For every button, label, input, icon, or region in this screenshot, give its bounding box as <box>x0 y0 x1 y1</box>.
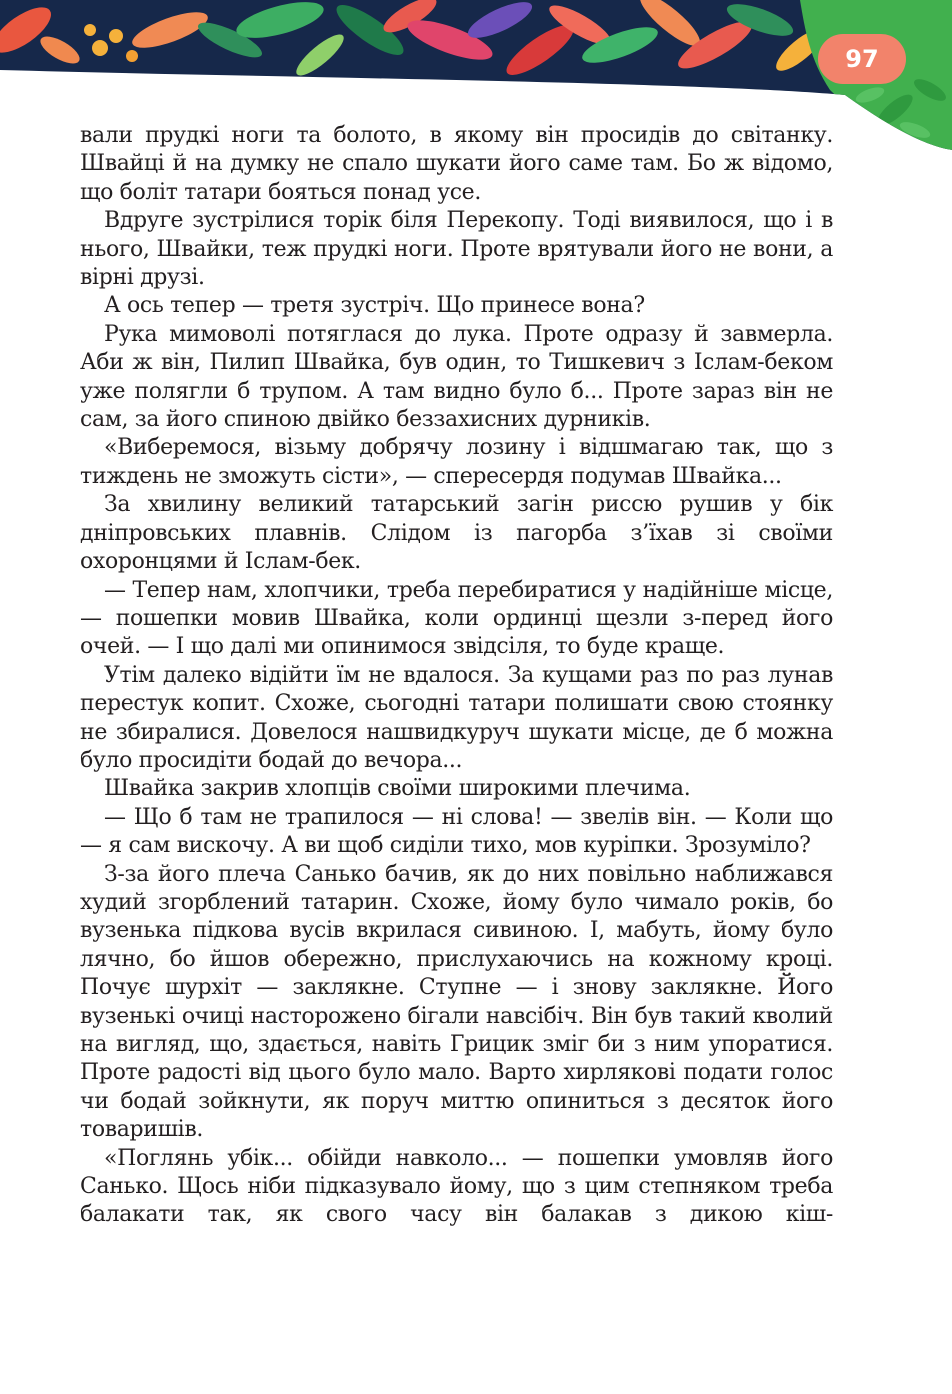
paragraph: «Виберемося, візьму добрячу лозину і відшмагаю так, що з тиждень не зможуть сісти», — спересердя подумав Швайка... <box>80 435 833 489</box>
paragraph: вали прудкі ноги та болото, в якому він просидів до світанку. Швайці й на думку не спало шукати його саме там. Бо ж відомо, що боліт татари бояться понад усе. <box>80 123 833 205</box>
paragraph: За хвилину великий татарський загін риссю рушив у бік дніпровських плавнів. Слідом із пагорба з’їхав зі своїми охоронцями й Іслам-бек. <box>80 492 833 575</box>
paragraph: А ось тепер — третя зустріч. Що принесе вона? <box>104 293 645 319</box>
paragraph: — Тепер нам, хлопчики, треба перебиратися у надійніше місце, — пошепки мовив Швайка, коли ординці щезли з-перед його очей. — І що далі ми опинимося звідсіля, то буде краще. <box>80 577 833 660</box>
paragraph: З-за його плеча Санько бачив, як до них повільно наближався худий згорблений татарин. Схоже, йому було чимало років, бо вузенька підкова вусів вкрилася сивиною. І, мабуть, йому було лячно, бо йшов обережно, прислухаючись на кожному кроці. Почує шурхіт — заклякне. Ступне — і знову заклякне. Його вузенькі очиці насторожено бігали навсібіч. Він був такий кволий на вигляд, що, здається, навіть Грицик зміг би з ним упоратися. Проте радості від цього було мало. Варто хирлякові подати голос чи бодай зойкнути, як поруч миттю опиниться з десяток його товаришів. <box>80 861 833 1143</box>
paragraph: Швайка закрив хлопців своїми широкими плечима. <box>104 776 691 802</box>
paragraph: — Що б там не трапилося — ні слова! — звелів він. — Коли що — я сам вискочу. А ви щоб сиділи тихо, мов куріпки. Зрозуміло? <box>80 804 833 859</box>
paragraph: Утім далеко відійти їм не вдалося. За кущами раз по раз лунав перестук копит. Схоже, сьогодні татари полишати свою стоянку не збиралися. Довелося нашвидкуруч шукати місце, де б можна було просидіти бодай до вечора... <box>80 662 833 773</box>
paragraph: Вдруге зустрілися торік біля Перекопу. Тоді виявилося, що і в нього, Швайки, теж прудкі ноги. Проте врятували його не вони, а вірні друзі. <box>80 208 833 291</box>
page-number: 97 <box>818 34 906 84</box>
paragraph: Рука мимоволі потяглася до лука. Проте одразу й завмерла. Аби ж він, Пилип Швайка, був один, то Тишкевич з Іслам-беком уже полягли б трупом. А там видно було б... Проте зараз він не сам, за його спиною двійко беззахисних дурників. <box>80 321 833 433</box>
story-text <box>80 122 833 1230</box>
paragraph: «Поглянь убік... обійди навколо... — пошепки умовляв його Санько. Щось ніби підказувало йому, що з цим степняком треба балакати так, як свого часу він балакав з дикою кіш- <box>80 1145 833 1228</box>
